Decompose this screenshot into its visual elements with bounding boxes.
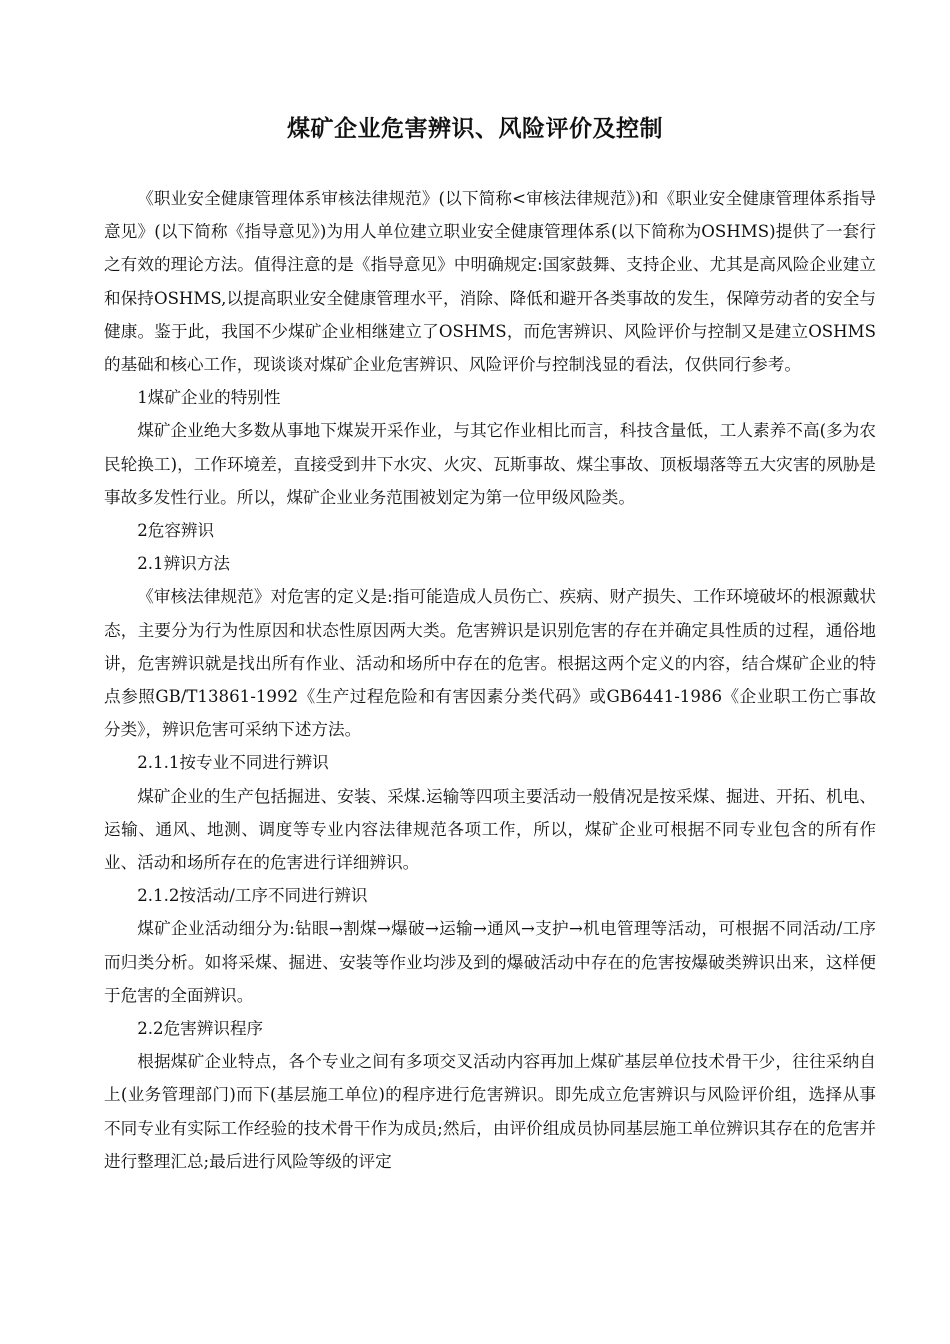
paragraph-intro: 《职业安全健康管理体系审核法律规范》(以下简称<审核法律规范》)和《职业安全健康管理体系指导意见》(以下简称《指导意见》)为用人单位建立职业安全健康管理体系(以下简称为OSHMS)提供了一套行之有效的理论方法。值得注意的是《指导意见》中明确规定:国家鼓舞、支持企业、尤其是高风险企业建立和保持OSHMS,以提高职业安全健康管理水平，消除、降低和避开各类事故的发生，保障劳动者的安全与健康。鉴于此，我国不少煤矿企业相继建立了OSHMS，而危害辨识、风险评价与控制又是建立OSHMS的基础和核心工作，现谈谈对煤矿企业危害辨识、风险评价与控制浅显的看法，仅供同行参考。 — [104, 189, 876, 375]
section-heading-2-1-1: 2.1.1按专业不同进行辨识 — [137, 753, 329, 773]
paragraph-section-2-1-1: 煤矿企业的生产包括掘进、安装、采煤.运输等四项主要活动一般倩况是按采煤、掘进、开拓、机电、运输、通风、地测、调度等专业内容法律规范各项工作，所以，煤矿企业可根据不同专业包含的所有作业、活动和场所存在的危害进行详细辨识。 — [104, 786, 876, 873]
document-title: 煤矿企业危害辨识、风险评价及控制 — [287, 116, 663, 142]
section-heading-2: 2危容辨识 — [137, 521, 215, 541]
section-heading-1: 1煤矿企业的特别性 — [137, 388, 281, 408]
document-body — [104, 182, 876, 1178]
paragraph-section-2-1: 《审核法律规范》对危害的定义是:指可能造成人员伤亡、疾病、财产损失、工作环境破坏的根源戴状态，主要分为行为性原因和状态性原因两大类。危害辨识是识别危害的存在并确定具性质的过程，通俗地讲，危害辨识就是找出所有作业、活动和场所中存在的危害。根据这两个定义的内容，结合煤矿企业的特点参照GB/T13861-1992《生产过程危险和有害因素分类代码》或GB6441-1986《企业职工伤亡事故分类》，辨识危害可采纳下述方法。 — [104, 587, 876, 740]
section-heading-2-1: 2.1辨识方法 — [137, 554, 230, 574]
paragraph-section-1: 煤矿企业绝大多数从事地下煤炭开采作业，与其它作业相比而言，科技含量低，工人素养不高(多为农民轮换工)，工作环境差，直接受到井下水灾、火灾、瓦斯事故、煤尘事故、顶板塌落等五大灾害的夙胁是事故多发性行业。所以，煤矿企业业务范围被划定为第一位甲级风险类。 — [104, 421, 876, 507]
section-heading-2-2: 2.2危害辨识程序 — [137, 1019, 264, 1039]
section-heading-2-1-2: 2.1.2按活动/工序不同进行辨识 — [137, 886, 368, 906]
paragraph-section-2-1-2: 煤矿企业活动细分为:钻眼→割煤→爆破→运输→通风→支护→机电管理等活动，可根据不同活动/工序而归类分析。如将采煤、掘进、安装等作业均涉及到的爆破活动中存在的危害按爆破类辨识出来，这样便于危害的全面辨识。 — [104, 919, 876, 1005]
paragraph-section-2-2: 根据煤矿企业特点，各个专业之间有多项交叉活动内容再加上煤矿基层单位技术骨干少，往往采纳自上(业务管理部门)而下(基层施工单位)的程序进行危害辨识。即先成立危害辨识与风险评价组，选择从事不同专业有实际工作经验的技术骨干作为成员;然后，由评价组成员协同基层施工单位辨识其存在的危害并进行整理汇总;最后进行风险等级的评定 — [104, 1052, 876, 1171]
